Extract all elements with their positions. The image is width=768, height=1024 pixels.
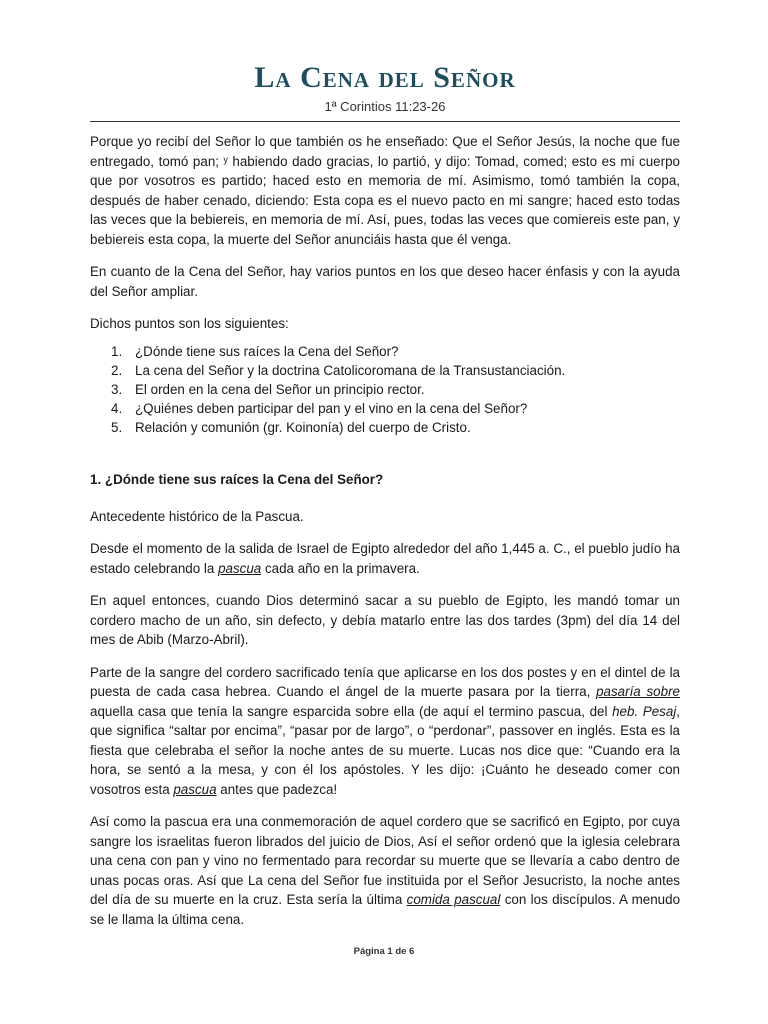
text-run: Desde el momento de la salida de Israel de Egipto alrededor del año 1,445 a. C., el pueblo judío ha estado celebrando la <box>90 541 680 576</box>
points-list <box>90 342 680 437</box>
underlined-term: pascua <box>173 781 217 797</box>
list-item-text: La cena del Señor y la doctrina Catolicoromana de la Transustanciación. <box>135 362 566 378</box>
list-item <box>90 418 680 437</box>
section-paragraph <box>90 812 680 929</box>
document-page <box>90 58 680 929</box>
section-paragraph: Antecedente histórico de la Pascua. <box>90 508 304 524</box>
page-title: La Cena del Señor <box>254 61 516 94</box>
text-run: Así como la pascua era una conmemoración de aquel cordero que se sacrificó en Egipto, por cuya sangre los israelitas fueron librados del juicio de Dios, Así el señor ordenó que la iglesia celebrara una cena con pan y vino no fermentado para recordar su muerte que se llevaría a cabo dentro de unas pocas oras. Así que La cena del Señor fue instituida por el Señor Jesucristo, la noche antes del día de su muerte en la cruz. Esta sería la última <box>90 814 680 907</box>
intro-paragraph: Porque yo recibí del Señor lo que también os he enseñado: Que el Señor Jesús, la noche que fue entregado, tomó pan; ʸ habiendo dado gracias, lo partió, y dijo: Tomad, comed; esto es mi cuerpo que por vosotros es partido; haced esto en memoria de mí. Asimismo, tomó también la copa, después de haber cenado, diciendo: Esta copa es el nuevo pacto en mi sangre; haced esto todas las veces que la bebiereis, en memoria de mí. Así, pues, todas las veces que comiereis este pan, y bebiereis esta copa, la muerte del Señor anunciáis hasta que él venga. <box>90 134 680 247</box>
list-item-number: 1. <box>111 343 123 359</box>
section-paragraph <box>90 663 680 800</box>
text-run: , que significa “saltar por encima”, “pasar por de largo”, o “perdonar”, passover en inglés. Esta es la fiesta que celebraba el señor la noche antes de su muerte. Lucas nos dice que: “Cuando era la hora, se sentó a la mesa, y con él los apóstoles. Y les dijo: ¡Cuánto he deseado comer con vosotros esta <box>90 703 681 797</box>
list-item <box>90 380 680 399</box>
underlined-term: pascua <box>218 560 262 576</box>
list-item-text: ¿Dónde tiene sus raíces la Cena del Señor? <box>135 343 399 359</box>
underlined-term: pasaría sobre <box>596 684 680 699</box>
list-item-text: El orden en la cena del Señor un principio rector. <box>135 381 425 397</box>
section-heading: 1. ¿Dónde tiene sus raíces la Cena del Señor? <box>90 471 384 487</box>
text-run: Parte de la sangre del cordero sacrificado tenía que aplicarse en los dos postes y en el dintel de la puesta de cada casa hebrea. Cuando el ángel de la muerte pasara por la tierra, <box>90 664 680 699</box>
italic-term: heb. Pesaj <box>612 703 677 719</box>
list-item <box>90 361 680 380</box>
text-run: aquella casa que tenía la sangre esparcida sobre ella (de aquí el termino pascua, del <box>90 703 613 719</box>
text-run: cada año en la primavera. <box>261 560 420 576</box>
list-item <box>90 342 680 361</box>
page-number-footer: Página 1 de 6 <box>353 946 415 957</box>
list-item-text: ¿Quiénes deben participar del pan y el vino en la cena del Señor? <box>135 400 528 416</box>
list-item-number: 5. <box>111 419 123 435</box>
page-subtitle: 1ª Corintios 11:23-26 <box>90 98 680 122</box>
list-item-number: 3. <box>111 381 123 397</box>
list-item <box>90 399 680 418</box>
text-run: antes que padezca! <box>216 781 338 797</box>
text-run: con los discípulos. A menudo se le llama la última cena. <box>90 892 681 927</box>
intro-paragraph: Dichos puntos son los siguientes: <box>90 316 289 331</box>
section-paragraph <box>90 539 680 578</box>
list-item-number: 4. <box>111 400 123 416</box>
underlined-term: comida pascual <box>406 892 501 907</box>
list-item-number: 2. <box>111 362 123 378</box>
section-paragraph: En aquel entonces, cuando Dios determinó sacar a su pueblo de Egipto, les mandó tomar un cordero macho de un año, sin defecto, y debía matarlo entre las dos tardes (3pm) del día 14 del mes de Abib (Marzo-Abril). <box>90 593 680 647</box>
list-item-text: Relación y comunión (gr. Koinonía) del cuerpo de Cristo. <box>135 419 471 435</box>
intro-paragraph: En cuanto de la Cena del Señor, hay varios puntos en los que deseo hacer énfasis y con la ayuda del Señor ampliar. <box>90 264 680 299</box>
